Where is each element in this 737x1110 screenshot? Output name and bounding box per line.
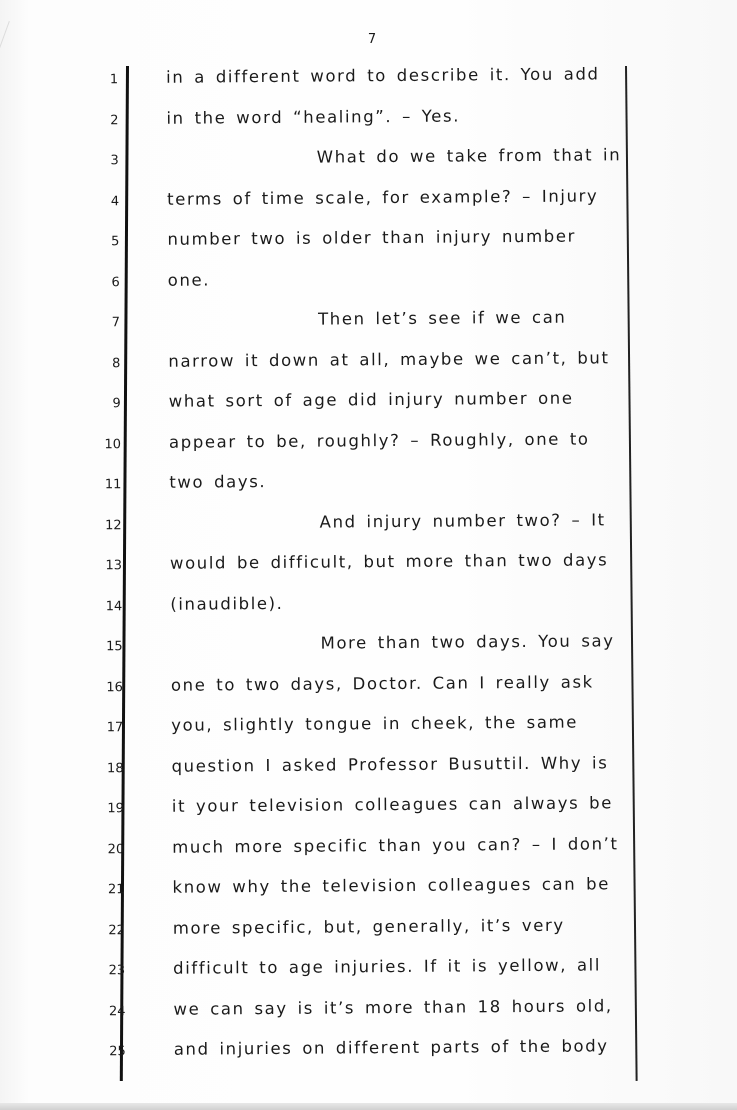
line-number: 2 (110, 112, 119, 128)
line-text: (inaudible). (170, 593, 284, 614)
transcript-line (6, 825, 737, 871)
transcript-line (4, 582, 737, 628)
line-text: question I asked Professor Busuttil. Why is (171, 752, 609, 776)
line-number: 17 (106, 720, 124, 736)
line-number: 1 (109, 72, 119, 88)
line-number: 6 (111, 274, 120, 290)
line-text: what sort of age did injury number one (168, 388, 574, 411)
line-number: 8 (112, 355, 121, 371)
line-number: 9 (112, 396, 121, 412)
line-number: 21 (107, 882, 125, 898)
line-text: number two is older than injury number (167, 226, 577, 249)
page-bottom-edge (0, 1103, 737, 1110)
transcript-line (4, 501, 737, 547)
line-text: difficult to age injuries. If it is yellow, all (173, 955, 602, 978)
paper-crease (0, 21, 10, 59)
line-number: 10 (104, 436, 122, 452)
line-number: 3 (110, 153, 119, 169)
line-text: and injuries on different parts of the body (173, 1036, 609, 1059)
transcript-line (6, 865, 737, 911)
transcript-line (0, 96, 737, 142)
line-text: And injury number two? – It (319, 509, 606, 532)
line-text: would be difficult, but more than two days (169, 550, 609, 573)
line-text: narrow it down at all, maybe we can’t, but (168, 347, 610, 371)
line-text: know why the television colleagues can be (172, 874, 611, 897)
line-number: 25 (109, 1044, 126, 1060)
transcript-line (1, 217, 737, 263)
line-number: 22 (108, 922, 125, 938)
line-text: one to two days, Doctor. Can I really ask (170, 671, 594, 695)
transcript-line (0, 55, 737, 101)
line-text: more specific, but, generally, it’s very (172, 915, 565, 938)
line-number: 4 (110, 193, 120, 209)
line-text: terms of time scale, for example? – Injury (167, 185, 599, 209)
transcript-lines (0, 55, 737, 1073)
line-number: 7 (111, 315, 121, 331)
line-number: 18 (106, 760, 124, 776)
line-number: 11 (104, 477, 122, 493)
line-number: 14 (105, 598, 123, 614)
transcript-line (2, 298, 737, 344)
transcript-line (3, 420, 737, 466)
line-text: in the word “healing”. – Yes. (166, 105, 461, 128)
transcript-line (1, 177, 737, 223)
line-text: appear to be, roughly? – Roughly, one to (168, 428, 590, 452)
transcript-line (7, 987, 737, 1033)
transcript-line (2, 339, 737, 385)
line-number: 15 (106, 639, 123, 655)
line-text: Then let’s see if we can (317, 307, 567, 329)
transcript-line (7, 946, 737, 992)
line-text: you, slightly tongue in cheek, the same (171, 712, 579, 735)
line-number: 16 (106, 679, 123, 695)
transcript-line (2, 258, 737, 304)
line-number: 24 (108, 1003, 126, 1019)
transcript-line (1, 136, 737, 182)
transcript-line (3, 379, 737, 425)
transcript-line (5, 703, 737, 749)
line-number: 20 (107, 841, 125, 857)
transcript-line (4, 622, 737, 668)
transcript-line (3, 460, 737, 506)
line-text: in a different word to describe it. You add (166, 64, 600, 87)
transcript-line (7, 906, 737, 952)
line-text: More than two days. You say (320, 631, 615, 653)
line-number: 13 (105, 558, 123, 574)
transcript-line (4, 541, 737, 587)
line-text: What do we take from that in (316, 145, 622, 167)
line-text: much more specific than you can? – I don’t (172, 833, 619, 857)
line-number: 19 (107, 801, 124, 817)
line-text: one. (167, 269, 211, 290)
line-text: we can say is it’s more than 18 hours old, (173, 995, 613, 1019)
transcript-line (5, 663, 737, 709)
page-number: 7 (367, 32, 377, 47)
line-text: two days. (169, 472, 267, 492)
line-number: 5 (111, 234, 120, 250)
line-number: 12 (105, 517, 122, 533)
transcript-line (8, 1027, 737, 1073)
transcript-line (5, 744, 737, 790)
transcript-line (6, 784, 737, 830)
line-number: 23 (108, 963, 126, 979)
line-text: it your television colleagues can always be (171, 793, 614, 816)
